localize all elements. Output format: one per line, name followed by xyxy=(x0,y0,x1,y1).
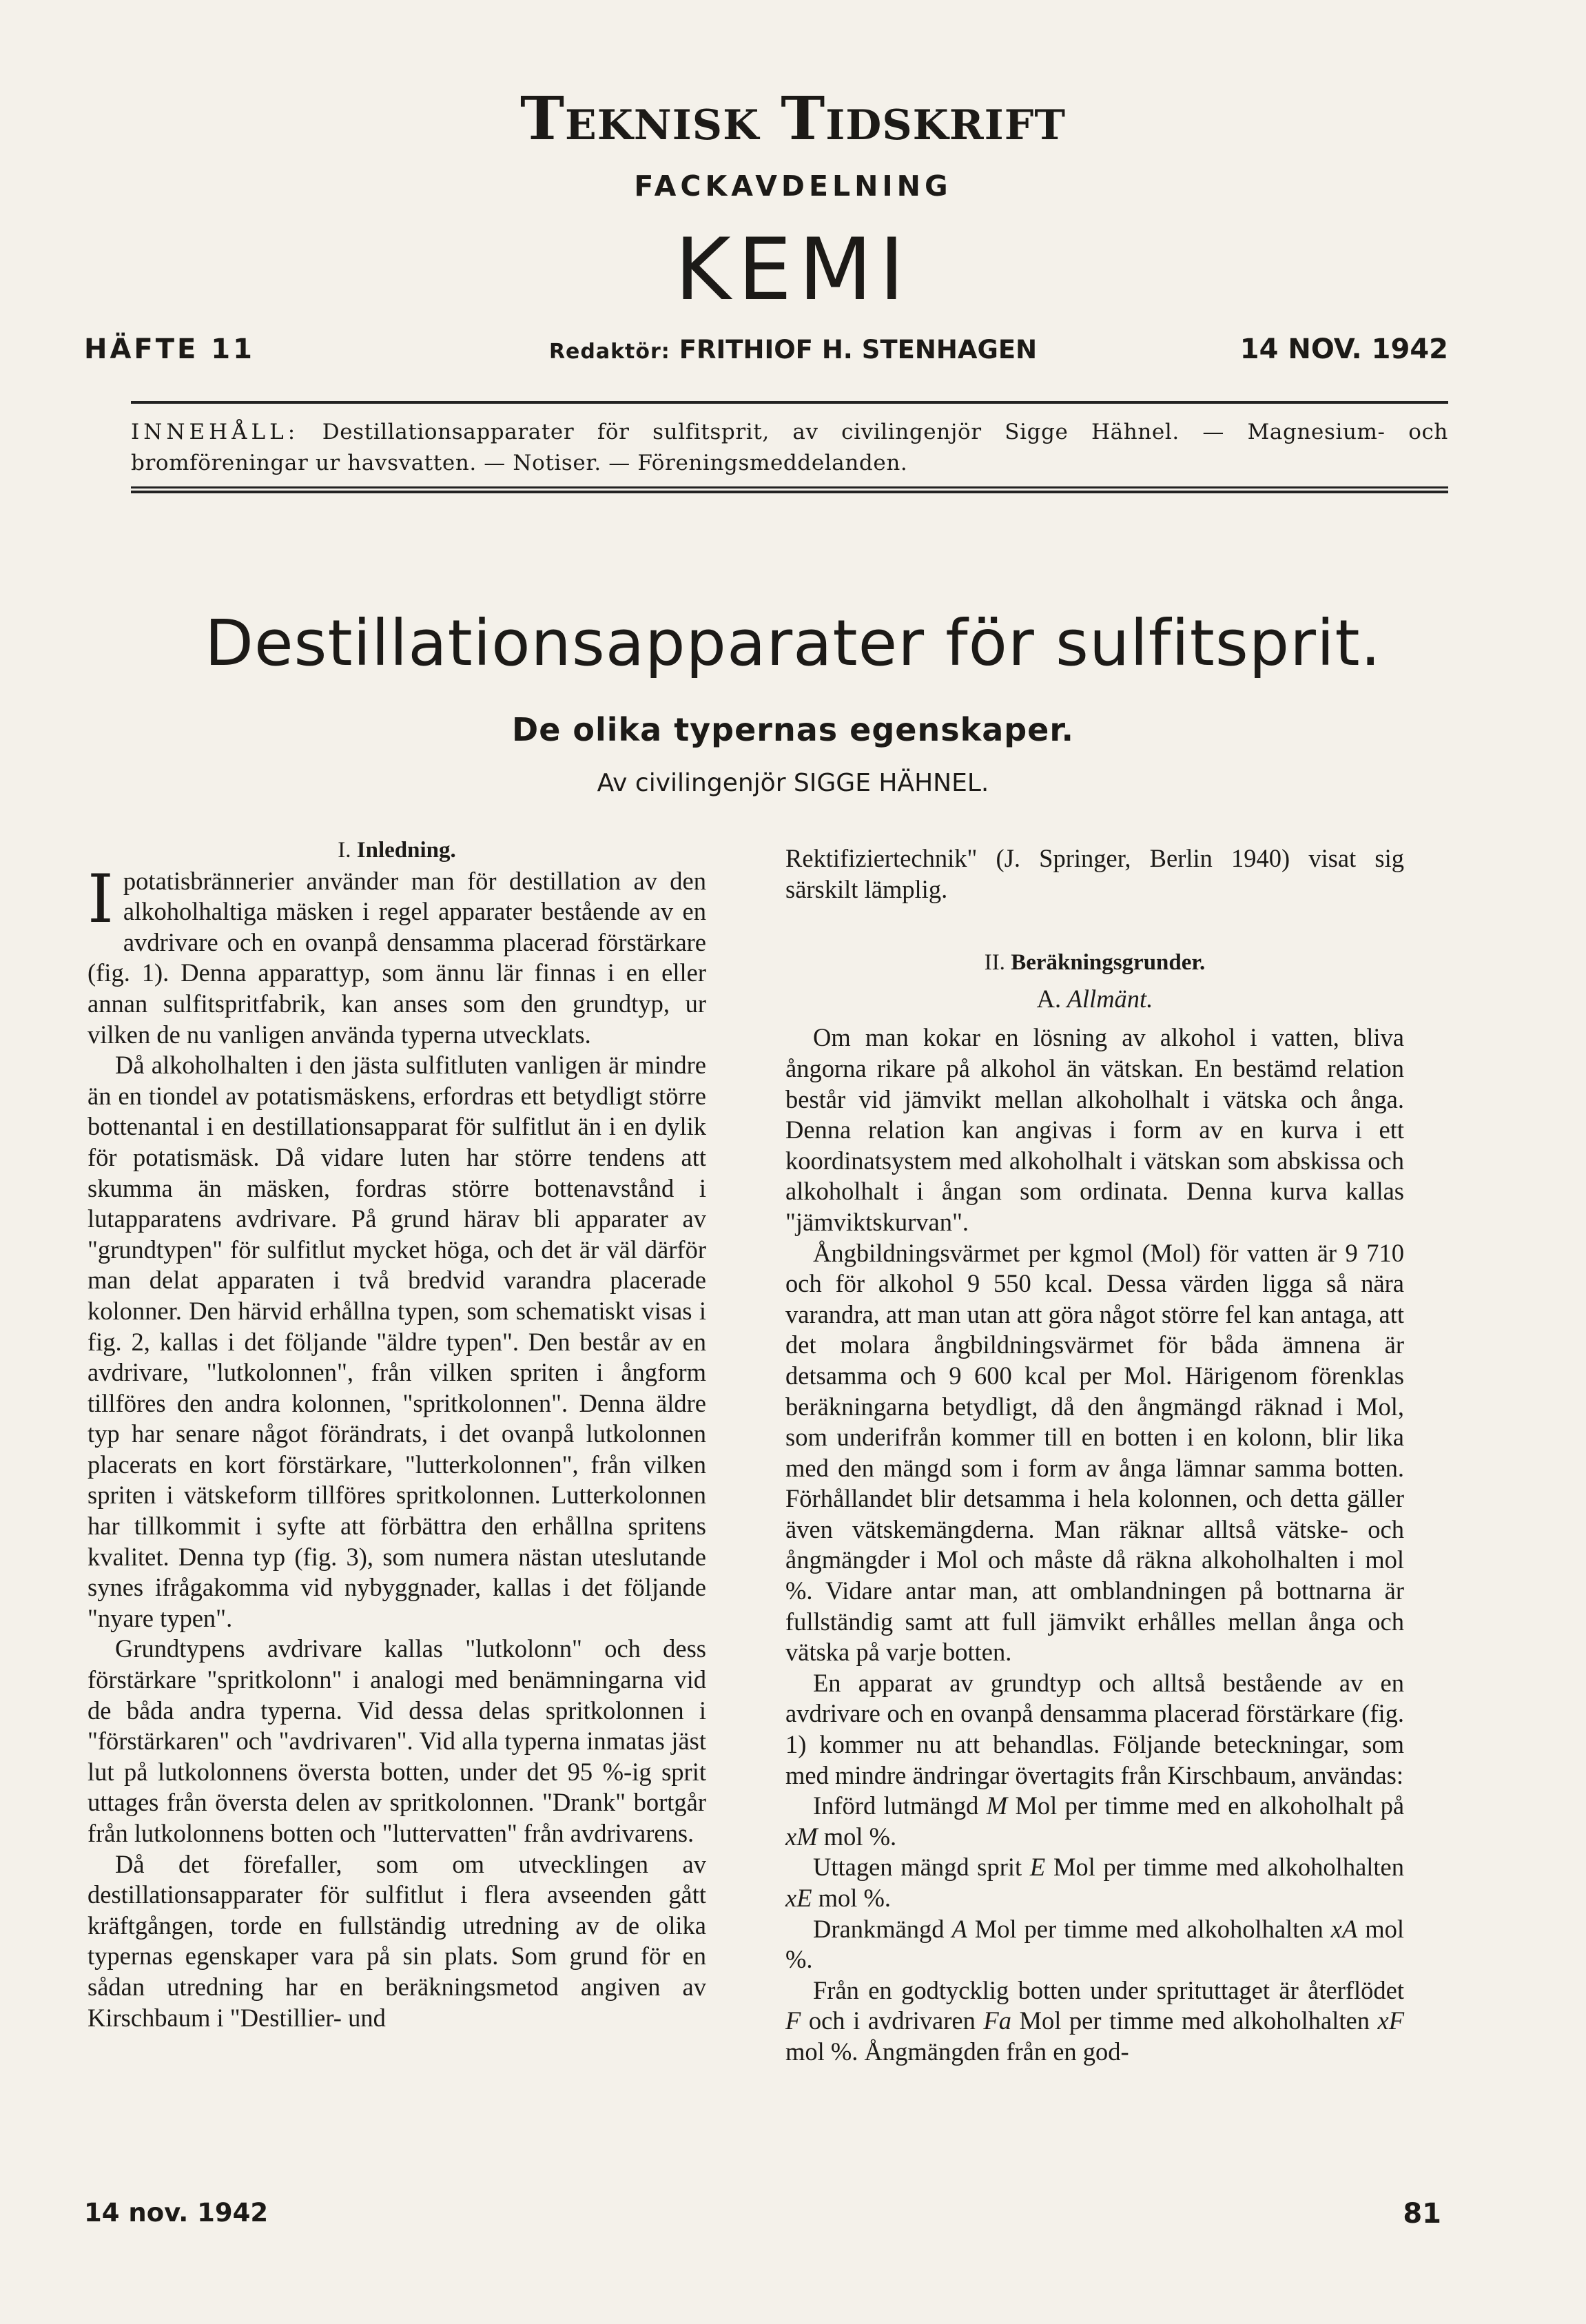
text: Mol per timme med alkoholhalten xyxy=(1053,1853,1405,1882)
text: Mol per timme med alkoholhalten xyxy=(974,1914,1324,1943)
math-symbol: Fa xyxy=(983,2006,1011,2035)
text: mol %. xyxy=(823,1822,897,1851)
article-title: Destillationsapparater för sulfitsprit. xyxy=(205,606,1381,680)
text: Från en godtycklig botten under sprituttaget är återflödet xyxy=(813,1975,1404,2004)
subsection-heading xyxy=(785,984,1404,1015)
text: Drankmängd xyxy=(813,1914,945,1943)
math-symbol: F xyxy=(785,2006,801,2035)
subsection-title: Allmänt. xyxy=(1067,984,1153,1013)
paragraph: Då det förefaller, som om utvecklingen av destillationsapparater för sulfitlut i flera avseenden gått kräftgången, torde en fullständig utredning av de olika typernas egenskaper vara på sin plats. Som grund för en sådan utredning har en beräkningsmetod angiven av Kirschbaum i "Destillier- und xyxy=(87,1849,706,2032)
paragraph-text: potatisbrännerier använder man för destillation av den alkoholhaltiga mäsken i regel apparater bestående av en avdrivare och en ovanpå densamma placerad förstärkare (fig. 1). Denna apparattyp, som ännu lär finnas i en eller annan sulfitspritfabrik, kan anses som den grundtyp, ur vilken de nu vanligen använda typerna utvecklats. xyxy=(87,866,706,1049)
contents-bottom-rule xyxy=(131,486,1448,489)
journal-title: Teknisk Tidskrift xyxy=(520,84,1066,154)
math-symbol: xM xyxy=(785,1822,818,1851)
editor-label: Redaktör: xyxy=(548,340,670,364)
text: Mol per timme med alkoholhalten xyxy=(1019,2006,1370,2035)
text: Införd lutmängd xyxy=(813,1791,979,1820)
article-author: Av civilingenjör SIGGE HÄHNEL. xyxy=(597,769,989,797)
section-name: KEMI xyxy=(674,220,912,320)
contents-top-rule xyxy=(131,401,1448,404)
subsection-number: A. xyxy=(1036,984,1062,1013)
contents-label: INNEHÅLL: xyxy=(131,420,300,444)
paragraph: Då alkoholhalten i den jästa sulfitluten vanligen är mindre än en tiondel av potatismäskens, erfordras ett betydligt större bottenantal i en destillationsapparat för sulfitlut än i en dylik för potatismäsk. Då vidare luten har större tendens att skumma än mäsken, fordras större bottenavstånd i lutapparatens avdrivare. På grund härav bli apparater av "grundtypen" för sulfitlut mycket höga, och det är väl därför man delat apparaten i två bredvid varandra placerade kolonner. Den härvid erhållna typen, som schematiskt visas i fig. 2, kallas i det följande "äldre typen". Den består av en avdrivare, "lutkolonnen", från vilken spriten i ångform tillföres den andra kolonnen, "spritkolonnen". Denna äldre typ har senare något förändrats, i det ovanpå lutkolonnen placerats en kort förstärkare, "lutterkolonnen", från vilken spriten i vätskeform tillföres spritkolonnen. Lutterkolonnen har tillkommit i syfte att förbättra den erhållna spritens kvalitet. Denna typ (fig. 3), som numera nästan uteslutande synes ifrågakomma vid nybyggnader, kallas i det följande "nyare typen". xyxy=(87,1051,706,1632)
section-title: Inledning. xyxy=(356,838,456,863)
text: mol %. Ångmängden från en god- xyxy=(785,2037,1129,2066)
paragraph xyxy=(785,1975,1404,2068)
section-heading-2 xyxy=(785,947,1404,978)
section-number: II. xyxy=(984,950,1005,976)
contents-text: Destillationsapparater för sulfitsprit, av civilingenjör Sigge Hähnel. — Magnesium- och bromföreningar ur havsvatten. — Notiser. — Föreningsmeddelanden. xyxy=(131,420,1448,475)
math-symbol: M xyxy=(986,1791,1008,1820)
section-heading-1 xyxy=(87,835,706,866)
contents-bottom-rule-2 xyxy=(131,491,1448,493)
paragraph: En apparat av grundtyp och alltså bestående av en avdrivare och en ovanpå densamma placerad förstärkare (fig. 1) kommer nu att behandlas. Följande beteckningar, som med mindre ändringar övertagits från Kirschbaum, användas: xyxy=(785,1668,1404,1789)
table-of-contents xyxy=(131,417,1448,479)
column-left xyxy=(87,835,706,2033)
text: och i avdrivaren xyxy=(808,2006,976,2035)
text: mol %. xyxy=(785,1914,1404,1974)
math-symbol: xF xyxy=(1377,2006,1405,2035)
paragraph xyxy=(785,1791,1404,1852)
math-symbol: xA xyxy=(1330,1914,1358,1943)
footer-date: 14 nov. 1942 xyxy=(84,2198,269,2228)
issue-date: 14 NOV. 1942 xyxy=(1239,333,1448,365)
paragraph xyxy=(785,1914,1404,1975)
paragraph: Grundtypens avdrivare kallas "lutkolonn" och dess förstärkare "spritkolonn" i analogi med benämningarna vid de båda andra typerna. Vid dessa delas spritkolonnen i "förstärkaren" och "avdrivaren". Vid alla typerna inmatas jäst lut på lutkolonnens översta botten, under det 95 %-ig sprit uttages från översta delen av spritkolonnen. "Drank" bortgår från lutkolonnens botten och "luttervatten" från avdrivarens. xyxy=(87,1634,706,1847)
text: Mol per timme med en alkoholhalt på xyxy=(1015,1791,1405,1820)
text: Uttagen mängd sprit xyxy=(813,1853,1022,1882)
drop-cap: I xyxy=(87,860,114,938)
issue-number: HÄFTE 11 xyxy=(84,333,255,365)
paragraph: Om man kokar en lösning av alkohol i vatten, bliva ångorna rikare på alkohol än vätskan. En bestämd relation består vid jämvikt mellan alkoholhalt i vätska och ånga. Denna relation kan angivas i form av en kurva i ett koordinatsystem med alkoholhalt i vätskan som abskissa och alkoholhalt i ångan som ordinata. Denna kurva kallas "jämviktskurvan". xyxy=(785,1023,1404,1236)
page-number: 81 xyxy=(1403,2198,1441,2230)
text: mol %. xyxy=(818,1884,892,1912)
math-symbol: xE xyxy=(785,1884,812,1912)
math-symbol: E xyxy=(1029,1853,1046,1882)
section-label: FACKAVDELNING xyxy=(634,169,952,203)
paragraph: Ångbildningsvärmet per kgmol (Mol) för vatten är 9 710 och för alkohol 9 550 kcal. Dessa värden ligga så nära varandra, att man utan att göra något större fel kan antaga, att det molara ångbildningsvärmet för båda ämnena är detsamma och 9 600 kcal per Mol. Härigenom förenklas beräkningarna betydligt, då den ångmängd räknad i Mol, som underifrån kommer till en botten i en kolonn, blir lika med den mängd som i form av ånga lämnar samma botten. Förhållandet blir detsamma i hela kolonnen, och detta gäller även vätskemängderna. Man räknar alltså vätske- och ångmängder i Mol och måste då räkna alkoholhalten i mol %. Vidare antar man, att omblandningen på bottnarna är fullständig samt att full jämvikt erhålles mellan ånga och vätska på varje botten. xyxy=(785,1238,1404,1667)
paragraph xyxy=(87,860,706,1051)
editor-name: FRITHIOF H. STENHAGEN xyxy=(679,335,1038,364)
paragraph xyxy=(785,1852,1404,1913)
section-title: Beräkningsgrunder. xyxy=(1011,950,1206,976)
math-symbol: A xyxy=(951,1914,967,1943)
paragraph: Rektifiziertechnik" (J. Springer, Berlin 1940) visat sig särskilt lämplig. xyxy=(785,844,1404,903)
section-number: I. xyxy=(338,838,351,863)
article-subtitle: De olika typernas egenskaper. xyxy=(512,711,1074,748)
column-right xyxy=(785,843,1404,2068)
